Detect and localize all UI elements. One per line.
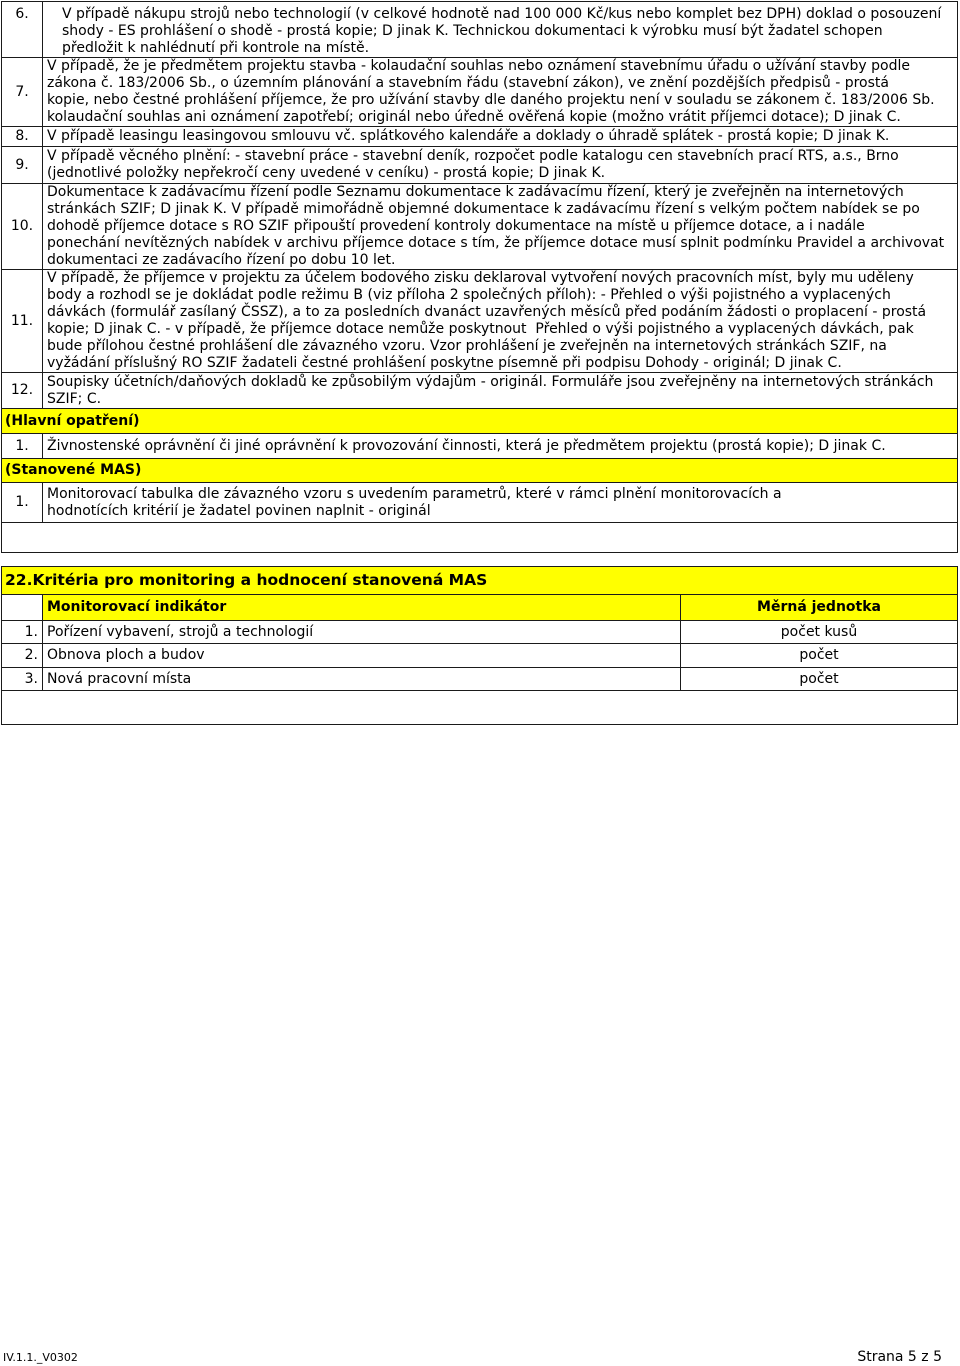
empty-row bbox=[2, 691, 958, 725]
requirement-row bbox=[2, 270, 958, 373]
criteria-table bbox=[1, 566, 958, 725]
text-line: kopie; D jinak C. - v případě, že příjemce dotace nemůže poskytnout Přehled o výši pojistného a vyplacených dávkách, pak bbox=[47, 321, 914, 337]
text-line: V případě leasingu leasingovou smlouvu vč. splátkového kalendáře a doklady o úhradě splátek - prostá kopie; D jinak K. bbox=[47, 128, 890, 144]
document-code: IV.1.1._V0302 bbox=[3, 1351, 78, 1364]
text-line: (jednotlivé položky nepřekročí ceny uvedené v ceníku) - prostá kopie; D jinak K. bbox=[47, 165, 606, 181]
requirements-table bbox=[1, 1, 958, 553]
requirement-text bbox=[43, 373, 958, 409]
text-line: SZIF; C. bbox=[47, 390, 102, 407]
row-number: 1. bbox=[2, 483, 43, 523]
row-number: 2. bbox=[2, 644, 43, 668]
row-number: 9. bbox=[2, 147, 43, 184]
section-heading-row bbox=[2, 409, 958, 434]
requirement-row bbox=[2, 483, 958, 523]
row-number: 8. bbox=[2, 127, 43, 147]
text-line: ponechání nevítězných nabídek v archivu příjemce dotace s tím, že příjemce dotace musí splnit podmínku Pravidel a archivovat bbox=[47, 235, 945, 251]
row-number: 12. bbox=[2, 373, 43, 409]
text-line: Dokumentace k zadávacímu řízení podle Seznamu dokumentace k zadávacímu řízení, který je zveřejněn na internetových bbox=[47, 184, 904, 200]
empty-cell bbox=[2, 523, 958, 553]
text-line: V případě věcného plnění: - stavební práce - stavební deník, rozpočet podle katalogu cen stavebních prací RTS, a.s., Brno bbox=[47, 148, 899, 164]
text-line: V případě, že příjemce v projektu za účelem bodového zisku deklaroval vytvoření nových pracovních míst, byly mu uděleny bbox=[47, 270, 914, 286]
text-line: Soupisky účetních/daňových dokladů ke způsobilým výdajům - originál. Formuláře jsou zveřejněny na internetových stránkách bbox=[47, 373, 934, 390]
indicator-unit: počet kusů bbox=[681, 621, 958, 644]
requirement-row bbox=[2, 147, 958, 184]
mas-measure-heading: (Stanovené MAS) bbox=[2, 459, 958, 483]
requirement-text bbox=[43, 147, 958, 184]
text-line: kolaudační souhlas ani oznámení zapotřebí; originál nebo úředně ověřená kopie (možno vrátit příjemci dotace); D jinak C. bbox=[47, 109, 901, 125]
section-heading-row bbox=[2, 459, 958, 483]
criteria-row bbox=[2, 621, 958, 644]
text-line: kopie, nebo čestné prohlášení příjemce, že pro užívání stavby dle daného projektu není v souladu se zákonem č. 183/2006 Sb. bbox=[47, 92, 935, 108]
requirement-text bbox=[43, 127, 958, 147]
text-line: dokumentaci ze zadávacího řízení po dobu 10 let. bbox=[47, 252, 396, 268]
text-line: Živnostenské oprávnění či jiné oprávnění k provozování činnosti, která je předmětem projektu (prostá kopie); D jinak C. bbox=[47, 437, 886, 454]
requirement-text bbox=[43, 58, 958, 127]
text-line: body a rozhodl se je dokládat podle režimu B (viz příloha 2 společných příloh): - Přehled o výši pojistného a vyplacených bbox=[47, 287, 891, 303]
row-number: 1. bbox=[2, 434, 43, 459]
requirement-text bbox=[43, 2, 958, 58]
requirement-row bbox=[2, 58, 958, 127]
requirement-row bbox=[2, 2, 958, 58]
empty-row bbox=[2, 523, 958, 553]
text-line: V případě, že je předmětem projektu stavba - kolaudační souhlas nebo oznámení stavebnímu úřadu o užívání stavby podle bbox=[47, 58, 910, 74]
requirement-row bbox=[2, 373, 958, 409]
text-line: bude přílohou čestné prohlášení dle závazného vzoru. Vzor prohlášení je zveřejněn na internetových stránkách SZIF, na bbox=[47, 338, 887, 354]
text-line: zákona č. 183/2006 Sb., o územním plánování a stavebním řádu (stavební zákon), ve znění pozdějších předpisů - prostá bbox=[47, 75, 889, 91]
indicator-name: Nová pracovní místa bbox=[43, 668, 681, 691]
row-number: 6. bbox=[2, 2, 43, 58]
text-line: dávkách (formulář zasílaný ČSSZ), a to za posledních dvanáct uzavřených měsíců před podáním žádosti o proplacení - prostá bbox=[47, 304, 927, 320]
text-line: předložit k nahlédnutí při kontrole na místě. bbox=[62, 40, 370, 56]
criteria-row bbox=[2, 668, 958, 691]
row-number: 7. bbox=[2, 58, 43, 127]
criteria-row bbox=[2, 644, 958, 668]
text-line: V případě nákupu strojů nebo technologií (v celkové hodnotě nad 100 000 Kč/kus nebo komplet bez DPH) doklad o posouzení bbox=[62, 6, 942, 22]
header-indicator: Monitorovací indikátor bbox=[43, 595, 681, 621]
row-number: 10. bbox=[2, 184, 43, 270]
text-line: Monitorovací tabulka dle závazného vzoru s uvedením parametrů, které v rámci plnění monitorovacích a bbox=[47, 485, 782, 502]
criteria-header-row bbox=[2, 595, 958, 621]
requirement-text bbox=[43, 483, 958, 523]
criteria-title-row bbox=[2, 567, 958, 595]
main-measure-heading: (Hlavní opatření) bbox=[2, 409, 958, 434]
requirement-text bbox=[43, 184, 958, 270]
requirement-text bbox=[43, 434, 958, 459]
requirement-row bbox=[2, 184, 958, 270]
text-line: hodnotících kritérií je žadatel povinen naplnit - originál bbox=[47, 502, 431, 519]
indicator-unit: počet bbox=[681, 644, 958, 668]
header-number-cell bbox=[2, 595, 43, 621]
header-unit: Měrná jednotka bbox=[681, 595, 958, 621]
text-line: dohodě příjemce dotace s RO SZIF připouští provedení kontroly dokumentace na místě u příjemce dotace, a i nadále bbox=[47, 218, 865, 234]
requirement-row bbox=[2, 434, 958, 459]
text-line: vyžádání příslušný RO SZIF žadateli čestné prohlášení poskytne písemně při podpisu Dohody - originál; D jinak C. bbox=[47, 355, 842, 371]
empty-cell bbox=[2, 691, 958, 725]
requirement-text bbox=[43, 270, 958, 373]
text-line: stránkách SZIF; D jinak K. V případě mimořádně objemné dokumentace k zadávacímu řízení s velkým počtem nabídek se po bbox=[47, 201, 920, 217]
criteria-title: 22.Kritéria pro monitoring a hodnocení stanovená MAS bbox=[2, 567, 958, 595]
row-number: 1. bbox=[2, 621, 43, 644]
text-line: shody - ES prohlášení o shodě - prostá kopie; D jinak K. Technickou dokumentaci k výrobku musí být žadatel schopen bbox=[62, 23, 883, 39]
requirement-row bbox=[2, 127, 958, 147]
indicator-name: Pořízení vybavení, strojů a technologií bbox=[43, 621, 681, 644]
indicator-unit: počet bbox=[681, 668, 958, 691]
row-number: 11. bbox=[2, 270, 43, 373]
indicator-name: Obnova ploch a budov bbox=[43, 644, 681, 668]
page-number: Strana 5 z 5 bbox=[857, 1349, 942, 1365]
row-number: 3. bbox=[2, 668, 43, 691]
